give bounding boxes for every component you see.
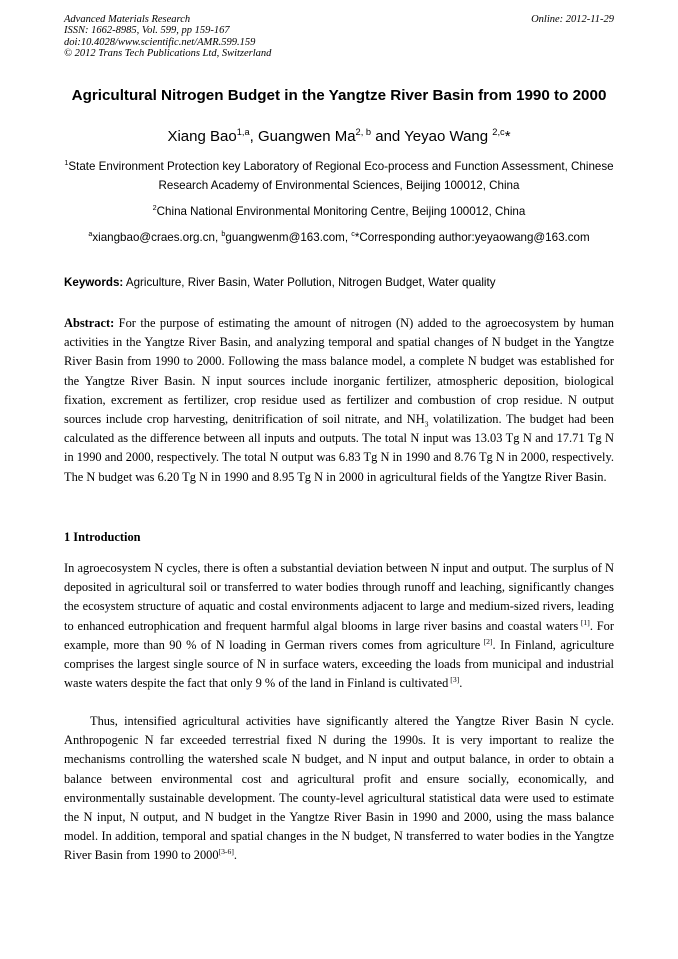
affiliation-2	[60, 202, 618, 221]
author-separator: and	[371, 128, 405, 145]
keywords-text: Agriculture, River Basin, Water Pollution, Nitrogen Budget, Water quality	[123, 276, 496, 289]
author-name: Yeyao Wang	[404, 128, 493, 145]
paragraph-text: .	[459, 676, 463, 691]
author-line	[60, 127, 618, 147]
doi-line: doi:10.4028/www.scientific.net/AMR.599.159	[64, 36, 256, 48]
journal-info	[64, 14, 271, 60]
abstract-text: For the purpose of estimating the amount of nitrogen (N) added to the agroecosystem by human activities in the Yangtze River Basin, and analyzing temporal and spatial changes of N budget in the Yangtze River Basin from 1990 to 2000. Following the mass balance model, a complete N budget was established for the Yangtze River Basin. N input sources include inorganic fertilizer, atmospheric deposition, biological fixation, excrement as fertilizer, crop residue used as fertilizer and combustion of crop residue. N output sources include crop harvesting, denitrification of soil nitrate, and NH	[64, 316, 614, 427]
author-affiliation-mark: 1,a	[236, 127, 250, 137]
keywords-line	[64, 274, 616, 292]
email-address[interactable]: xiangbao@craes.org.cn,	[92, 231, 222, 244]
citation-ref[interactable]: [2]	[480, 636, 493, 646]
section-heading: 1 Introduction	[64, 530, 141, 544]
paragraph-text: . In Finland, agriculture comprises the largest single source of N in surface waters, exceeding the loads from municipal and industrial waste waters despite the fact that only 9 % of the land in Finland is cultivated	[64, 637, 615, 691]
email-mark: a	[88, 229, 93, 239]
journal-name: Advanced Materials Research	[64, 14, 191, 25]
citation-ref[interactable]: [3]	[448, 675, 460, 685]
abstract-text: volatilization. The budget had been calculated as the difference between all inputs and outputs. The total N input was 13.03 Tg N and 17.71 Tg N in 1990 and 2000, respectively. The total N output was 6.83 Tg N in 1990 and 8.76 Tg N in 2000, respectively. The N budget was 6.20 Tg N in 1990 and 8.95 Tg N in 2000 in agricultural fields of the Yangtze River Basin.	[64, 412, 614, 484]
affiliation-mark: 1	[64, 158, 69, 168]
subscript: 3	[424, 419, 429, 429]
keywords-label: Keywords:	[64, 276, 124, 289]
paragraph-text: In agroecosystem N cycles, there is often a substantial deviation between N input and output. The surplus of N deposited in agricultural soil or transferred to water bodies through runoff and leaching, significantly changes the ecosystem structure of aquatic and costal environments adjacent to large and medium-sized rivers, leading to enhanced eutrophication and frequent harmful algal blooms in large river basins and coastal waters	[64, 561, 614, 633]
issn-line: ISSN: 1662-8985, Vol. 599, pp 159-167	[64, 25, 230, 37]
author-affiliation-mark: 2, b	[355, 127, 372, 137]
author-name: Xiang Bao	[167, 128, 237, 145]
affiliation-text: China National Environmental Monitoring Centre, Beijing 100012, China	[156, 205, 526, 218]
paragraph-text: . For example, more than 90 % of N loading in German rivers comes from agriculture	[64, 618, 614, 652]
author-separator: ,	[249, 128, 258, 145]
affiliation-mark: 2	[152, 203, 157, 213]
affiliation-1	[60, 157, 618, 195]
email-address[interactable]: *Corresponding author:yeyaowang@163.com	[354, 231, 590, 244]
email-line	[60, 228, 618, 247]
paragraph-text: Thus, intensified agricultural activities have significantly altered the Yangtze River Basin N cycle. Anthropogenic N far exceeded terrestrial fixed N during the 1990s. It is very important to realize the mechanisms controlling the watershed scale N budget, and N input and output balance, in order to obtain a balance between environmental cost and agricultural profit and ensure socially, economically, and environmentally sustainable development. The county-level agricultural statistical data were used to estimate the N input, N output, and N budget in the Yangtze River Basin in 1990 and 2000, using the mass balance model. In addition, temporal and spatial changes in the N budget, N transferred to water bodies in the Yangtze River Basin from 1990 to 2000	[64, 714, 614, 863]
corresponding-mark: *	[504, 128, 511, 145]
copyright-line: © 2012 Trans Tech Publications Ltd, Switzerland	[64, 48, 272, 60]
email-mark: c	[351, 229, 355, 239]
paper-title: Agricultural Nitrogen Budget in the Yangtze River Basin from 1990 to 2000	[71, 87, 607, 104]
author-name: Guangwen Ma	[257, 128, 356, 145]
abstract-paragraph	[64, 314, 614, 487]
email-mark: b	[221, 229, 226, 239]
abstract-label: Abstract:	[64, 316, 115, 330]
intro-paragraph-1	[64, 559, 614, 693]
email-address[interactable]: guangwenm@163.com,	[225, 231, 352, 244]
author-affiliation-mark: 2,c	[492, 127, 505, 137]
online-date: Online: 2012-11-29	[531, 14, 614, 25]
intro-paragraph-2	[64, 712, 614, 866]
paragraph-text: .	[233, 848, 237, 863]
citation-ref[interactable]: [3-6]	[218, 847, 234, 857]
affiliation-text: State Environment Protection key Laboratory of Regional Eco-process and Function Assessment, Chinese Research Academy of Environmental Sciences, Beijing 100012, China	[68, 160, 614, 192]
citation-ref[interactable]: [1]	[578, 617, 590, 627]
